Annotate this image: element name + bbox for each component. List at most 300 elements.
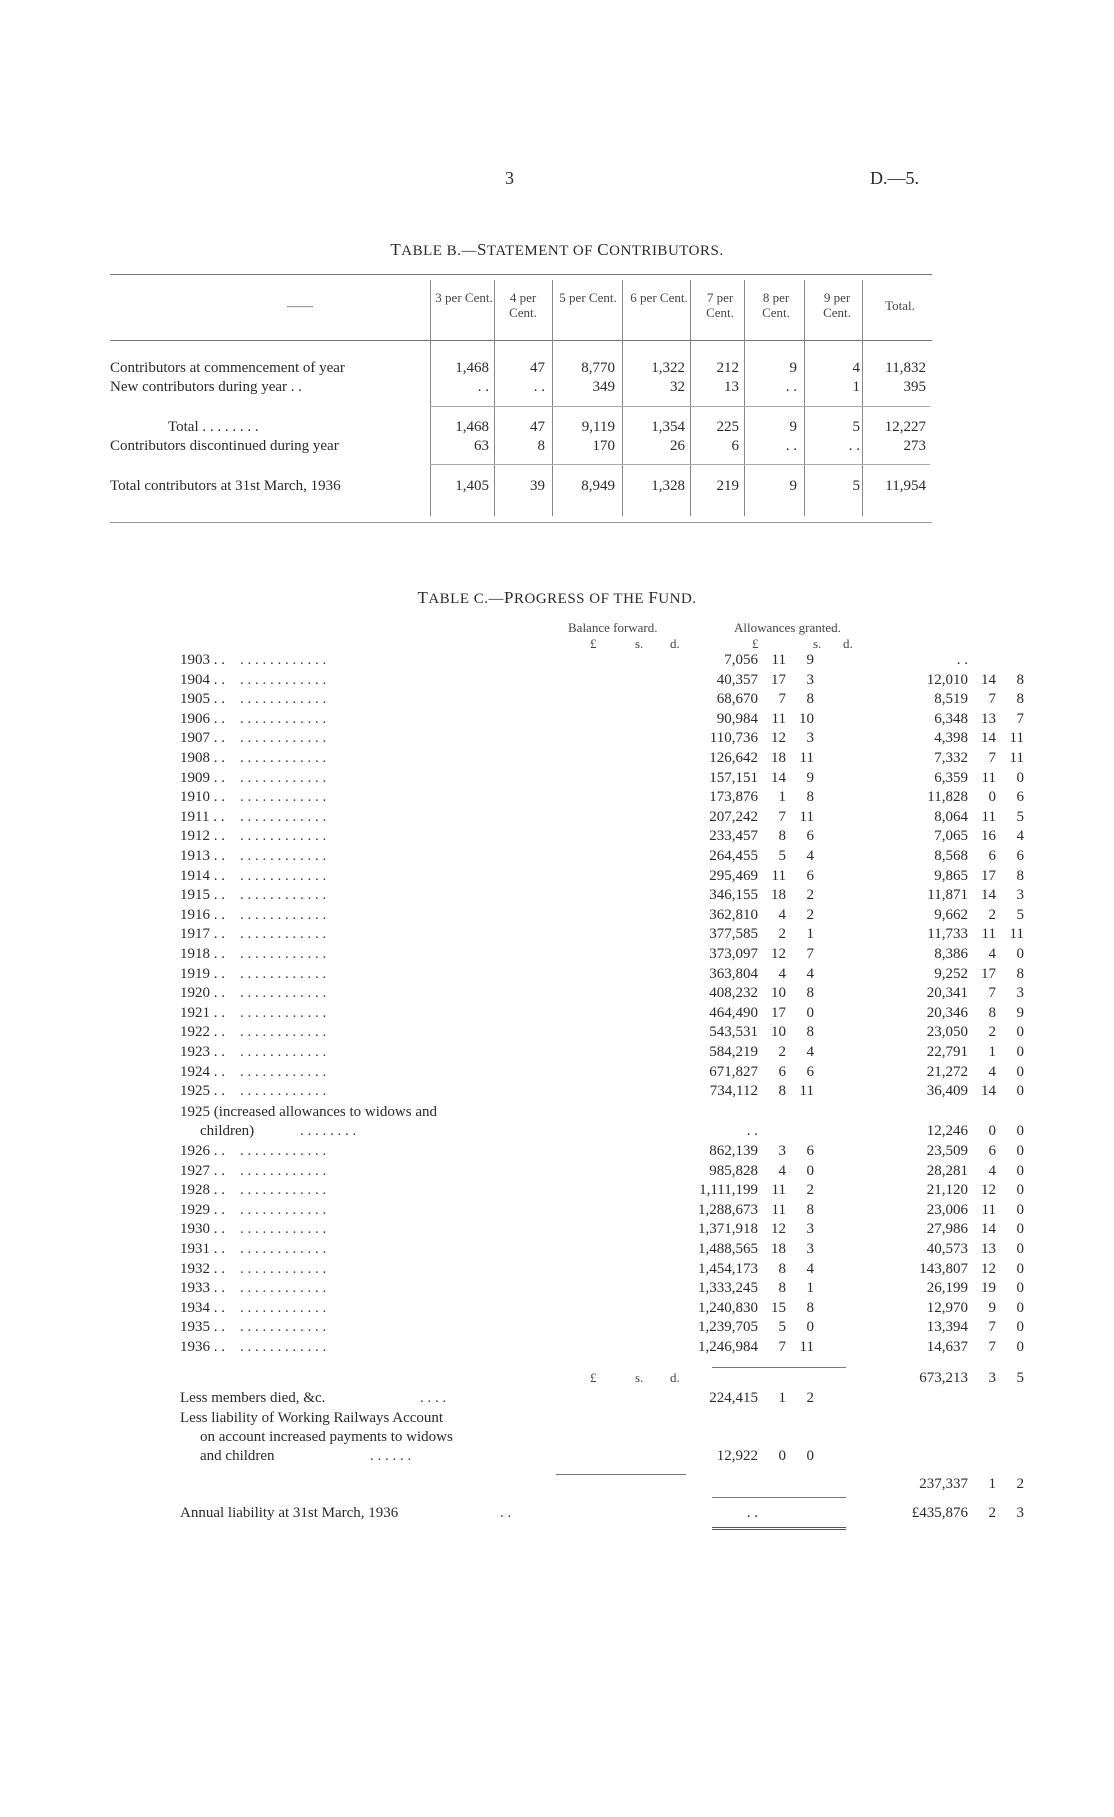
balance-pence: 4 bbox=[806, 965, 814, 982]
allowance-pounds: 23,006 bbox=[926, 1201, 968, 1218]
allowance-shillings: 17 bbox=[981, 867, 996, 884]
balance-shillings: 7 bbox=[778, 691, 786, 708]
year-label: 1926 . . bbox=[180, 1143, 225, 1159]
allowance-shillings: 14 bbox=[981, 887, 996, 904]
deduction-total-row: 237,337 1 2 bbox=[919, 1476, 1024, 1492]
balance-pence: 3 bbox=[806, 730, 814, 747]
balance-pence: 4 bbox=[806, 1044, 814, 1060]
table-b-cell: . . bbox=[533, 379, 545, 395]
table-row bbox=[180, 1162, 1024, 1182]
allowance-pence: 0 bbox=[1016, 769, 1024, 786]
table-b-cell: 273 bbox=[903, 438, 926, 454]
leader-dots: . . . . . . . . . . . . bbox=[240, 710, 327, 727]
balance-shillings: 18 bbox=[771, 1241, 786, 1257]
balance-pounds: 264,455 bbox=[709, 848, 758, 864]
year-label: 1908 . . bbox=[180, 750, 225, 766]
year-label: 1921 . . bbox=[180, 1004, 225, 1021]
leader-dots: . . . . . . . . . . . . bbox=[240, 769, 327, 786]
table-row bbox=[180, 1063, 1024, 1083]
leader-dots: . . . . . . . . . . . . bbox=[240, 828, 327, 845]
table-row bbox=[180, 946, 1024, 965]
balance-pence: 8 bbox=[806, 1299, 814, 1316]
balance-pounds: 295,469 bbox=[709, 867, 758, 884]
table-row bbox=[180, 769, 1024, 789]
table-b-row-label: Contributors discontinued during year bbox=[110, 438, 339, 454]
table-row bbox=[180, 1299, 1024, 1319]
year-label: 1918 . . bbox=[180, 946, 225, 962]
allowance-pounds: 20,346 bbox=[926, 1004, 968, 1021]
table-b-column-rule bbox=[622, 280, 623, 516]
leader-dots: . . . . . . . . . . . . bbox=[240, 906, 327, 923]
balance-pence: 2 bbox=[806, 906, 814, 923]
table-b-cell: 39 bbox=[530, 478, 545, 494]
annual-liability-label: Annual liability at 31st March, 1936 bbox=[180, 1505, 399, 1521]
balance-pounds: 68,670 bbox=[716, 691, 758, 708]
balance-pounds: 1,239,705 bbox=[698, 1319, 758, 1336]
unit-pence-2: d. bbox=[843, 636, 853, 651]
allowance-pounds: 143,807 bbox=[919, 1260, 968, 1277]
balance-pounds: 157,151 bbox=[709, 769, 758, 786]
year-label: 1927 . . bbox=[180, 1162, 225, 1179]
allowance-pence: 0 bbox=[1016, 1083, 1024, 1100]
leader-dots: . . . . . . . . . . . . bbox=[240, 1063, 327, 1080]
allowance-pence: 0 bbox=[1016, 1260, 1024, 1277]
allowance-pence: 5 bbox=[1016, 808, 1024, 825]
col-balance-header: Balance forward. bbox=[568, 620, 658, 635]
allowance-pence: 0 bbox=[1016, 1143, 1024, 1159]
col-allowances-header: Allowances granted. bbox=[734, 620, 841, 635]
allowance-pounds: 8,519 bbox=[934, 691, 968, 708]
leader-dots: . . . . . . . . . . . . bbox=[240, 1143, 327, 1159]
allowance-shillings: 4 bbox=[988, 946, 996, 962]
balance-shillings: 2 bbox=[778, 1044, 786, 1060]
unit-shilling: s. bbox=[635, 636, 644, 651]
less-died-row: 224,415 1 2 bbox=[709, 1390, 814, 1406]
table-b-cell: 13 bbox=[724, 379, 739, 395]
allowance-shillings: 7 bbox=[988, 1339, 996, 1355]
balance-pounds: 671,827 bbox=[709, 1063, 758, 1080]
leader-dots: . . . . . . . . . . . . bbox=[240, 1044, 327, 1060]
allowance-pounds: 9,865 bbox=[934, 867, 968, 884]
table-b-cell: 219 bbox=[716, 478, 739, 494]
allowance-shillings: 6 bbox=[988, 1143, 996, 1159]
balance-pounds: 377,585 bbox=[709, 926, 758, 943]
balance-shillings: 11 bbox=[771, 867, 786, 884]
year-label: 1914 . . bbox=[180, 867, 225, 884]
unit-pence-3: d. bbox=[670, 1370, 680, 1385]
allowance-pounds: 8,568 bbox=[934, 848, 968, 864]
table-row bbox=[180, 1004, 1024, 1024]
leader-dots: . . . . . . . . . . . . bbox=[240, 1339, 327, 1355]
balance-pounds: 40,357 bbox=[716, 671, 758, 688]
table-b-column-rule bbox=[862, 280, 863, 516]
less-liability-row: 12,922 0 0 bbox=[716, 1448, 814, 1464]
table-row bbox=[180, 652, 968, 671]
leader-dots: . . . . . . . . . . . . bbox=[240, 789, 327, 806]
allowance-pounds: 6,359 bbox=[934, 769, 968, 786]
stub-header: —— bbox=[287, 298, 313, 313]
deduction-sum-rule bbox=[556, 1474, 686, 1475]
allowance-pounds: 7,332 bbox=[934, 750, 968, 766]
balance-shillings: 5 bbox=[778, 848, 786, 864]
table-b-col-header: 5 per Cent. bbox=[559, 290, 617, 305]
allowance-shillings: 11 bbox=[981, 769, 996, 786]
balance-pence: 6 bbox=[806, 1063, 814, 1080]
allowance-pence: 11 bbox=[1009, 926, 1024, 943]
balance-shillings: 8 bbox=[778, 1083, 786, 1100]
leader-dots: . . . . . . . . . . . . bbox=[240, 1319, 327, 1336]
leader-dots: . . . . . . . . . . . . bbox=[240, 1221, 327, 1238]
allowance-pence: 0 bbox=[1016, 1201, 1024, 1218]
allowance-pounds: 20,341 bbox=[926, 985, 968, 1002]
table-b-cell: 9,119 bbox=[581, 419, 615, 435]
allowance-pounds: 9,252 bbox=[934, 965, 968, 982]
year-label: 1904 . . bbox=[180, 671, 225, 688]
allowance-pounds: 6,348 bbox=[934, 710, 968, 727]
annual-double-rule bbox=[712, 1527, 846, 1530]
balance-shillings: 3 bbox=[778, 1143, 786, 1159]
allowance-shillings: 11 bbox=[981, 808, 996, 825]
allowance-pence: 8 bbox=[1016, 867, 1024, 884]
allowance-pounds: 13,394 bbox=[926, 1319, 968, 1336]
leader-dots: . . . . . . . . . . . . bbox=[240, 750, 327, 766]
allowance-shillings: 14 bbox=[981, 671, 996, 688]
table-row bbox=[180, 965, 1024, 985]
allowance-pounds: 12,970 bbox=[926, 1299, 968, 1316]
table-b-column-rule bbox=[744, 280, 745, 516]
balance-pounds: 985,828 bbox=[709, 1162, 758, 1179]
table-b-col-header: 9 per Cent. bbox=[823, 290, 851, 320]
table-row bbox=[180, 887, 1024, 906]
balance-pounds: 1,454,173 bbox=[698, 1260, 758, 1277]
allowance-pence: 3 bbox=[1016, 985, 1024, 1002]
allowance-pounds: 36,409 bbox=[926, 1083, 968, 1100]
table-b-cell: 8,949 bbox=[581, 478, 615, 494]
leader-dots: . . . . . . . . . . . . bbox=[240, 1024, 327, 1041]
year-label: 1911 . . bbox=[180, 808, 225, 825]
balance-pounds: 233,457 bbox=[709, 828, 758, 845]
balance-shillings: 10 bbox=[771, 985, 786, 1002]
allowance-pence: 4 bbox=[1016, 828, 1024, 845]
table-row bbox=[180, 1182, 1024, 1201]
allowance-pounds: 23,050 bbox=[926, 1024, 968, 1041]
balance-pence: 2 bbox=[806, 887, 814, 904]
year-label: 1913 . . bbox=[180, 848, 225, 864]
allowance-shillings: 4 bbox=[988, 1063, 996, 1080]
year-label: 1917 . . bbox=[180, 926, 225, 943]
balance-pence: 9 bbox=[806, 652, 814, 668]
balance-pounds: 584,219 bbox=[709, 1044, 758, 1060]
allowances-sum-rule bbox=[712, 1367, 846, 1368]
table-row bbox=[180, 691, 1024, 710]
balance-pence: 6 bbox=[806, 867, 814, 884]
allowance-pence: 8 bbox=[1016, 965, 1024, 982]
less-liability-label-2: on account increased payments to widows bbox=[200, 1429, 453, 1445]
allowance-pence: 11 bbox=[1009, 750, 1024, 766]
allowance-shillings: 7 bbox=[988, 750, 996, 766]
table-b-col-header: 4 per Cent. bbox=[509, 290, 537, 320]
table-b-cell: . . bbox=[848, 438, 860, 454]
allowance-shillings: 13 bbox=[981, 1241, 996, 1257]
balance-pence: 11 bbox=[799, 750, 814, 766]
year-label: 1932 . . bbox=[180, 1260, 225, 1277]
balance-shillings: 7 bbox=[778, 1339, 786, 1355]
unit-pound-2: £ bbox=[752, 636, 759, 651]
balance-pence: 11 bbox=[799, 1339, 814, 1355]
table-row bbox=[180, 1083, 1024, 1102]
allowance-pence: 0 bbox=[1016, 946, 1024, 962]
balance-pence: 3 bbox=[806, 671, 814, 688]
balance-pounds: 734,112 bbox=[709, 1083, 758, 1100]
allowance-shillings: 12 bbox=[981, 1260, 996, 1277]
table-b bbox=[110, 274, 932, 524]
balance-shillings: 8 bbox=[778, 828, 786, 845]
allowance-shillings: 11 bbox=[981, 926, 996, 943]
special-row-label-1: 1925 (increased allowances to widows and bbox=[180, 1104, 438, 1120]
allowance-shillings: 17 bbox=[981, 965, 996, 982]
balance-pounds: 7,056 bbox=[724, 652, 758, 668]
allowance-pence: 0 bbox=[1016, 1182, 1024, 1199]
year-label: 1936 . . bbox=[180, 1339, 225, 1355]
balance-pence: 7 bbox=[806, 946, 814, 962]
year-label: 1929 . . bbox=[180, 1201, 225, 1218]
allowance-pence: 0 bbox=[1016, 1063, 1024, 1080]
allowance-pence: 8 bbox=[1016, 671, 1024, 688]
allowance-pounds: 11,871 bbox=[927, 887, 968, 904]
table-b-col-header: 7 per Cent. bbox=[706, 290, 734, 320]
table-row bbox=[180, 906, 1024, 926]
table-b-cell: 395 bbox=[903, 379, 926, 395]
less-died-dots: . . . . bbox=[420, 1390, 447, 1406]
balance-pounds: 1,333,245 bbox=[698, 1280, 758, 1297]
table-row bbox=[180, 1339, 1024, 1358]
allowance-pence: 6 bbox=[1016, 789, 1024, 806]
leader-dots: . . . . . . . . . . . . bbox=[240, 1280, 327, 1297]
balance-pounds: 1,288,673 bbox=[698, 1201, 758, 1218]
leader-dots: . . . . . . . . . . . . bbox=[240, 1260, 327, 1277]
balance-shillings: 11 bbox=[771, 1201, 786, 1218]
leader-dots: . . . . . . . . . . . . bbox=[240, 946, 327, 962]
balance-pounds: 408,232 bbox=[709, 985, 758, 1002]
table-b-cell: 9 bbox=[789, 478, 797, 494]
allowance-shillings: 1 bbox=[988, 1044, 996, 1060]
balance-pounds: 1,240,830 bbox=[698, 1299, 758, 1316]
annual-liability-dots: . . bbox=[500, 1505, 512, 1521]
year-label: 1910 . . bbox=[180, 789, 225, 806]
table-b-col-header: 6 per Cent. bbox=[630, 290, 688, 305]
balance-shillings: 7 bbox=[778, 808, 786, 825]
table-b-cell: 1,328 bbox=[651, 478, 685, 494]
table-b-title: TABLE B.—STATEMENT OF CONTRIBUTORS. bbox=[390, 240, 724, 259]
allowance-pence: 0 bbox=[1016, 1044, 1024, 1060]
page-number: 3 bbox=[505, 168, 514, 188]
table-b-cell: 212 bbox=[716, 360, 739, 376]
allowance-pounds: 7,065 bbox=[934, 828, 968, 845]
allowance-pence: 8 bbox=[1016, 691, 1024, 708]
table-b-cell: 225 bbox=[716, 419, 739, 435]
table-b-sum-rule bbox=[430, 464, 930, 465]
balance-pounds: 363,804 bbox=[709, 965, 758, 982]
leader-dots: . . . . . . . . . . . . bbox=[240, 808, 327, 825]
balance-pence: 4 bbox=[806, 1260, 814, 1277]
year-label: 1909 . . bbox=[180, 769, 225, 786]
unit-shilling-3: s. bbox=[635, 1370, 644, 1385]
balance-shillings: 11 bbox=[771, 1182, 786, 1199]
special-row-dots: . . . . . . . . bbox=[300, 1123, 357, 1139]
allowance-pounds: 11,828 bbox=[927, 789, 968, 806]
allowance-shillings: 14 bbox=[981, 730, 996, 747]
balance-pence: 8 bbox=[806, 691, 814, 708]
table-row bbox=[180, 1280, 1024, 1299]
allowance-pence: 0 bbox=[1016, 1221, 1024, 1238]
allowance-shillings: 7 bbox=[988, 1319, 996, 1336]
balance-shillings: 5 bbox=[778, 1319, 786, 1336]
balance-pence: 4 bbox=[806, 848, 814, 864]
table-row bbox=[180, 1201, 1024, 1221]
table-row bbox=[180, 710, 1024, 730]
balance-shillings: 1 bbox=[778, 789, 786, 806]
annual-liability-row: . . £435,876 2 3 bbox=[746, 1505, 1024, 1521]
table-b-row-label: New contributors during year . . bbox=[110, 379, 303, 395]
balance-pounds: 1,111,199 bbox=[699, 1182, 758, 1199]
allowance-shillings: 4 bbox=[988, 1162, 996, 1179]
table-b-cell: 5 bbox=[852, 419, 860, 435]
leader-dots: . . . . . . . . . . . . bbox=[240, 671, 327, 688]
balance-pounds: 110,736 bbox=[709, 730, 758, 747]
balance-pence: 6 bbox=[806, 828, 814, 845]
year-label: 1935 . . bbox=[180, 1319, 225, 1336]
allowance-shillings: 2 bbox=[988, 1024, 996, 1041]
balance-pounds: 173,876 bbox=[709, 789, 758, 806]
leader-dots: . . . . . . . . . . . . bbox=[240, 1299, 327, 1316]
table-b-cell: 1 bbox=[852, 379, 860, 395]
table-b-cell: 170 bbox=[592, 438, 615, 454]
table-b-cell: 9 bbox=[789, 360, 797, 376]
table-b-cell: 4 bbox=[852, 360, 860, 376]
balance-pounds: 207,242 bbox=[709, 808, 758, 825]
balance-pence: 11 bbox=[799, 808, 814, 825]
year-label: 1912 . . bbox=[180, 828, 225, 845]
table-b-row-label: Contributors at commencement of year bbox=[110, 360, 345, 376]
balance-pence: 8 bbox=[806, 1201, 814, 1218]
allowance-shillings: 7 bbox=[988, 985, 996, 1002]
table-row bbox=[180, 1024, 1024, 1043]
year-label: 1907 . . bbox=[180, 730, 225, 747]
leader-dots: . . . . . . . . . . . . bbox=[240, 652, 327, 668]
allowance-pounds: 4,398 bbox=[934, 730, 968, 747]
balance-pence: 3 bbox=[806, 1241, 814, 1257]
year-label: 1906 . . bbox=[180, 710, 225, 727]
balance-shillings: 11 bbox=[771, 652, 786, 668]
table-b-cell: 8,770 bbox=[581, 360, 615, 376]
balance-shillings: 8 bbox=[778, 1260, 786, 1277]
balance-pounds: 373,097 bbox=[709, 946, 758, 962]
balance-shillings: 12 bbox=[771, 946, 786, 962]
balance-pence: 0 bbox=[806, 1004, 814, 1021]
balance-shillings: 18 bbox=[771, 887, 786, 904]
allowance-shillings: 14 bbox=[981, 1221, 996, 1238]
year-label: 1925 . . bbox=[180, 1083, 225, 1100]
balance-pounds: 543,531 bbox=[709, 1024, 758, 1041]
year-label: 1922 . . bbox=[180, 1024, 225, 1041]
balance-pence: 1 bbox=[806, 926, 814, 943]
table-b-cell: 63 bbox=[474, 438, 489, 454]
balance-pounds: 1,246,984 bbox=[698, 1339, 758, 1355]
balance-shillings: 14 bbox=[771, 769, 786, 786]
table-b-cell: 8 bbox=[537, 438, 545, 454]
table-b-cell: 1,322 bbox=[651, 360, 685, 376]
allowance-shillings: 16 bbox=[981, 828, 996, 845]
balance-shillings: 11 bbox=[771, 710, 786, 727]
allowance-shillings: 0 bbox=[988, 789, 996, 806]
allowance-pence: 0 bbox=[1016, 1241, 1024, 1257]
year-label: 1916 . . bbox=[180, 906, 225, 923]
allowance-pounds: 21,272 bbox=[926, 1063, 968, 1080]
special-row-values: . . 12,246 0 0 bbox=[746, 1123, 1024, 1139]
table-b-cell: 1,405 bbox=[455, 478, 489, 494]
table-b-cell: 5 bbox=[852, 478, 860, 494]
balance-shillings: 10 bbox=[771, 1024, 786, 1041]
allowance-pounds: 9,662 bbox=[934, 906, 968, 923]
balance-pounds: 126,642 bbox=[709, 750, 758, 766]
balance-shillings: 4 bbox=[778, 965, 786, 982]
balance-pence: 0 bbox=[806, 1319, 814, 1336]
allowance-pounds: 28,281 bbox=[926, 1162, 968, 1179]
less-liability-dots: . . . . . . bbox=[370, 1448, 412, 1464]
leader-dots: . . . . . . . . . . . . bbox=[240, 1182, 327, 1199]
allowance-pounds: 14,637 bbox=[926, 1339, 968, 1355]
balance-pence: 8 bbox=[806, 1024, 814, 1041]
balance-shillings: 2 bbox=[778, 926, 786, 943]
allowance-pence: 0 bbox=[1016, 1162, 1024, 1179]
balance-pounds: 464,490 bbox=[709, 1004, 758, 1021]
balance-pence: 9 bbox=[806, 769, 814, 786]
less-died-label: Less members died, &c. bbox=[180, 1390, 326, 1406]
table-row bbox=[180, 1319, 1024, 1338]
total-allowances-row: 673,213 3 5 bbox=[919, 1370, 1024, 1386]
allowance-pounds: . . bbox=[956, 652, 968, 668]
table-row bbox=[180, 1044, 1024, 1063]
leader-dots: . . . . . . . . . . . . bbox=[240, 985, 327, 1002]
year-label: 1920 . . bbox=[180, 985, 225, 1002]
balance-shillings: 4 bbox=[778, 906, 786, 923]
less-liability-label-1: Less liability of Working Railways Account bbox=[180, 1410, 444, 1426]
allowance-pence: 0 bbox=[1016, 1299, 1024, 1316]
table-b-cell: 11,954 bbox=[885, 478, 926, 494]
balance-pence: 3 bbox=[806, 1221, 814, 1238]
year-label: 1931 . . bbox=[180, 1241, 225, 1257]
balance-shillings: 17 bbox=[771, 671, 786, 688]
unit-pence: d. bbox=[670, 636, 680, 651]
allowance-shillings: 14 bbox=[981, 1083, 996, 1100]
year-label: 1934 . . bbox=[180, 1299, 225, 1316]
allowance-pence: 3 bbox=[1016, 887, 1024, 904]
table-b-col-header: Total. bbox=[885, 298, 915, 313]
table-b-cell: . . bbox=[785, 438, 797, 454]
table-b-cell: 11,832 bbox=[885, 360, 926, 376]
balance-pounds: 346,155 bbox=[709, 887, 758, 904]
balance-pence: 11 bbox=[799, 1083, 814, 1100]
table-row bbox=[180, 1143, 1024, 1162]
table-row bbox=[180, 789, 1024, 808]
allowance-pence: 6 bbox=[1016, 848, 1024, 864]
allowance-shillings: 9 bbox=[988, 1299, 996, 1316]
table-b-row-label: Total contributors at 31st March, 1936 bbox=[110, 478, 341, 494]
table-row bbox=[180, 808, 1024, 828]
allowance-pence: 5 bbox=[1016, 906, 1024, 923]
allowance-shillings: 12 bbox=[981, 1182, 996, 1199]
balance-pence: 6 bbox=[806, 1143, 814, 1159]
